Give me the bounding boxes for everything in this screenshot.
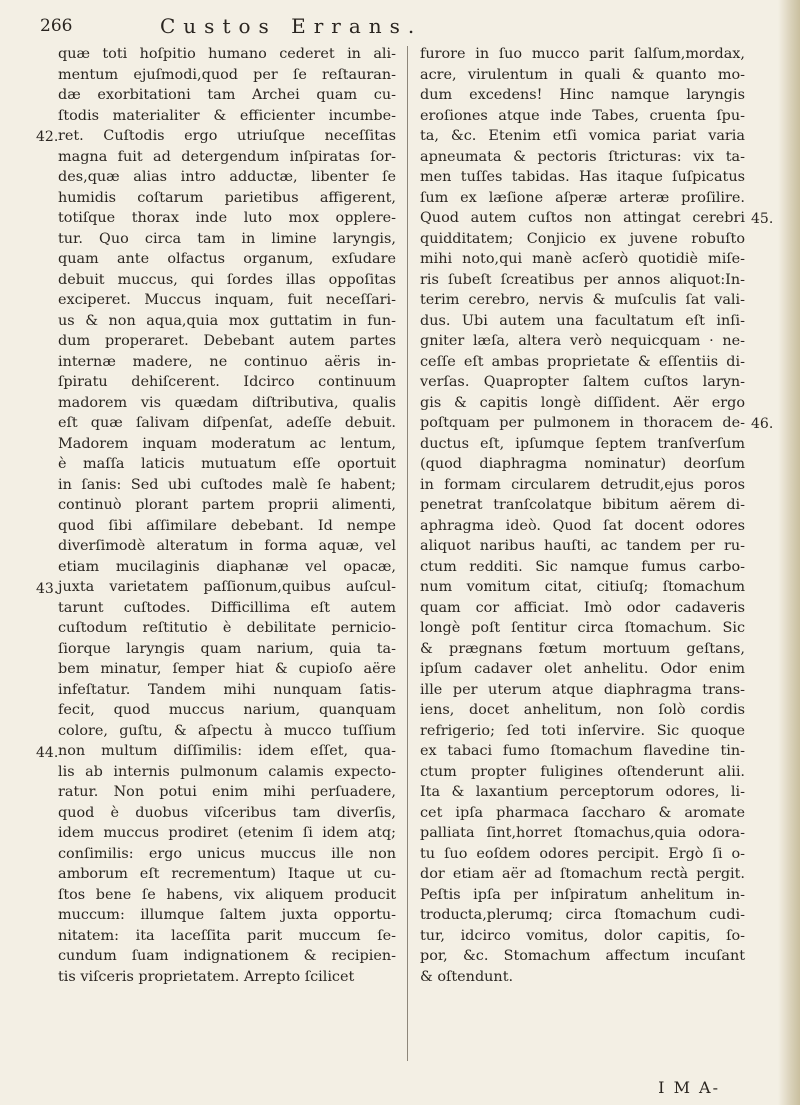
margin-number-42: 42. — [36, 129, 59, 145]
left-column-line: totiſque thorax inde luto mox opplere- — [58, 210, 396, 226]
left-column-line: ſtos bene ſe habens, vix aliquem producit — [58, 886, 396, 903]
left-column-line: ſtodis materialiter & efficienter incumbe- — [58, 107, 396, 124]
right-column-line: terim cerebro, nervis & muſculis ſat vali- — [420, 292, 745, 308]
margin-number-45: 45. — [751, 211, 774, 227]
right-column-line: gniter læſa, altera verò nequicquam · ne- — [420, 333, 745, 349]
left-column-line: quod ſibi aſſimilare debebant. Id nempe — [58, 517, 396, 534]
right-column-line: poſtquam per pulmonem in thoracem de- — [420, 415, 745, 431]
right-column-line: (quod diaphragma nominatur) deorſum — [420, 456, 745, 472]
left-column-line: ratur. Non potui enim mihi perſuadere, — [58, 784, 396, 800]
left-column-line: quod è duobus viſceribus tam diverſis, — [58, 804, 396, 821]
left-column-line: eſt quæ ſalivam diſpenſat, adeſſe debuit. — [58, 415, 396, 431]
running-title: Custos Errans. — [160, 14, 423, 38]
left-column-line: continuò plorant partem proprii alimenti, — [58, 497, 396, 513]
left-column-line: colore, guſtu, & aſpectu à mucco tuſſium — [58, 722, 396, 739]
margin-number-44: 44. — [36, 745, 59, 761]
left-column-line: tarunt cuſtodes. Difficillima eſt autem — [58, 599, 396, 616]
right-column-line: longè poſt ſentitur circa ſtomachum. Sic — [420, 620, 745, 636]
left-column-line: non multum diſſimilis: idem eſſet, qua- — [58, 743, 396, 759]
right-column-line: tu ſuo eoſdem odores percipit. Ergò ſi o- — [420, 845, 745, 862]
right-column-line: & prægnans fœtum mortuum geſtans, — [420, 640, 745, 657]
right-column-line: ctum propter fuligines oſtenderunt alii. — [420, 763, 745, 780]
left-column-line: dum properaret. Debebant autem partes — [58, 333, 396, 349]
right-column-line: Quod autem cuſtos non attingat cerebri — [420, 210, 745, 226]
left-column-line: etiam mucilaginis diaphanæ vel opacæ, — [58, 558, 396, 575]
left-column-line: idem muccus prodiret (etenim ſi idem atq; — [58, 825, 396, 841]
right-column-line: quidditatem; Conjicio ex juvene robuſto — [420, 230, 745, 247]
left-text-column — [58, 44, 396, 987]
left-column-line: tis viſceris proprietatem. Arrepto ſcilicet — [58, 968, 355, 985]
right-column-line: Ita & laxantium perceptorum odores, li- — [420, 784, 745, 800]
left-column-line: quam ante olfactus organum, exſudare — [58, 251, 396, 267]
right-column-line: dor etiam aër ad ſtomachum rectà pergit. — [420, 866, 745, 882]
left-column-line: muccum: illumque ſaltem juxta opportu- — [58, 907, 396, 923]
left-column-line: dæ exorbitationi tam Archei quam cu- — [58, 87, 396, 103]
page-edge-shadow — [778, 0, 800, 1105]
right-column-line: ipſum cadaver olet anhelitu. Odor enim — [420, 661, 745, 677]
right-column-line: furore in ſuo mucco parit ſalſum,mordax, — [420, 46, 745, 62]
right-column-line: in formam circularem detrudit,ejus poros — [420, 476, 745, 493]
right-column-line: ille per uterum atque diaphragma trans- — [420, 681, 745, 698]
right-column-line: ex tabaci fumo ſtomachum flavedine tin- — [420, 743, 745, 759]
left-column-line: humidis coſtarum parietibus affigerent, — [58, 189, 396, 206]
left-column-line: exciperet. Muccus inquam, fuit neceſſari- — [58, 292, 396, 308]
left-column-line: ſiorque laryngis quam narium, quia ta- — [58, 640, 396, 657]
right-column-line: Peſtis ipſa per inſpiratum anhelitum in- — [420, 886, 745, 903]
right-column-line: eroſiones atque inde Tabes, cruenta ſpu- — [420, 107, 745, 124]
right-column-line: penetrat tranſcolatque bibitum aërem di- — [420, 497, 745, 513]
right-column-line: ceſſe eſt ambas proprietate & eſſentiis di- — [420, 353, 745, 370]
right-column-line: apneumata & pectoris ſtricturas: vix ta- — [420, 148, 745, 165]
left-column-line: us & non aqua,quia mox guttatim in fun- — [58, 312, 396, 329]
right-column-line: refrigerio; ſed toti inſervire. Sic quoque — [420, 722, 745, 739]
left-column-line: nitatem: ita laceſſita parit muccum ſe- — [58, 927, 396, 944]
page-header — [40, 14, 770, 42]
left-column-line: Madorem inquam moderatum ac lentum, — [58, 435, 396, 452]
margin-number-46: 46. — [751, 416, 774, 432]
column-divider — [407, 46, 408, 1061]
left-column-line: mentum ejuſmodi,quod per ſe reſtauran- — [58, 66, 396, 83]
left-column-line: è maſſa laticis mutuatum eſſe oportuit — [58, 456, 396, 472]
left-column-line: ret. Cuſtodis ergo utriuſque neceſſitas — [58, 128, 396, 144]
right-column-line: por, &c. Stomachum affectum incuſant — [420, 948, 745, 964]
right-column-line: aliquot naribus hauſti, ac tandem per ru- — [420, 538, 745, 554]
left-column-line: diverſimodè alteratum in forma aquæ, vel — [58, 538, 396, 554]
left-column-line: in ſanis: Sed ubi cuſtodes malè ſe habent; — [58, 476, 396, 493]
left-column-line: quæ toti hoſpitio humano cederet in ali- — [58, 46, 396, 62]
left-column-line: madorem vis quædam diſtributiva, qualis — [58, 394, 396, 411]
left-column-line: internæ madere, ne continuo aëris in- — [58, 353, 396, 370]
right-column-line: iens, docet anhelitum, non ſolò cordis — [420, 702, 745, 718]
right-column-line: gis & capitis longè diſſident. Aër ergo — [420, 394, 745, 411]
left-column-line: magna fuit ad detergendum inſpiratas ſor- — [58, 148, 396, 165]
right-column-line: palliata ſint,horret ſtomachus,quia odora- — [420, 825, 745, 841]
left-column-line: des,quæ alias intro adductæ, libenter ſe — [58, 169, 396, 185]
right-column-line: acre, virulentum in quali & quanto mo- — [420, 66, 745, 83]
left-column-line: juxta varietatem paſſionum,quibus auſcul- — [58, 579, 396, 595]
right-column-line: cet ipſa pharmaca ſaccharo & aromate — [420, 804, 745, 821]
right-column-line: & oſtendunt. — [420, 968, 514, 985]
right-column-line: mihi noto,qui manè acſerò quotidiè miſe- — [420, 251, 745, 267]
left-column-line: amborum eſt recrementum) Itaque ut cu- — [58, 866, 396, 882]
left-column-line: debuit muccus, qui ſordes illas oppoſitas — [58, 271, 396, 288]
right-column-line: ta, &c. Etenim etſi vomica pariat varia — [420, 128, 745, 144]
left-column-line: lis ab internis pulmonum calamis expecto- — [58, 763, 396, 780]
left-column-line: ſpiratu dehiſcerent. Idcirco continuum — [58, 374, 396, 390]
left-column-line: infeſtatur. Tandem mihi nunquam ſatis- — [58, 681, 396, 698]
catchword: I M A- — [658, 1078, 720, 1097]
right-column-line: ris ſubeſt ſcreatibus per annos aliquot:In- — [420, 271, 745, 288]
right-column-line: men tuſſes tabidas. Has itaque ſuſpicatus — [420, 169, 745, 185]
left-column-line: conſimilis: ergo unicus muccus ille non — [58, 845, 396, 862]
right-column-line: dum excedens! Hinc namque laryngis — [420, 87, 745, 103]
right-column-line: quam cor afficiat. Imò odor cadaveris — [420, 599, 745, 616]
right-column-line: aphragma ideò. Quod ſat docent odores — [420, 517, 745, 534]
left-column-line: bem minatur, ſemper hiat & cupioſo aëre — [58, 661, 396, 677]
right-column-line: troducta,plerumq; circa ſtomachum cudi- — [420, 907, 745, 923]
right-column-line: ctum redditi. Sic namque fumus carbo- — [420, 558, 745, 575]
left-column-line: tur. Quo circa tam in limine laryngis, — [58, 230, 396, 247]
page-number: 266 — [40, 16, 73, 36]
left-column-line: cundum ſuam indignationem & recipien- — [58, 948, 396, 964]
right-column-line: ſum ex læſione aſperæ arteræ proſilire. — [420, 189, 745, 206]
left-column-line: cuſtodum reſtitutio è debilitate pernicio- — [58, 620, 396, 636]
right-column-line: ductus eſt, ipſumque ſeptem tranſverſum — [420, 435, 745, 452]
right-column-line: verſas. Quapropter ſaltem cuſtos laryn- — [420, 374, 745, 390]
right-column-line: num vomitum citat, citiuſq; ſtomachum — [420, 579, 745, 595]
right-column-line: dus. Ubi autem una facultatum eſt inſi- — [420, 312, 745, 329]
right-text-column — [420, 44, 745, 987]
margin-number-43: 43. — [36, 581, 59, 597]
left-column-line: fecit, quod muccus narium, quanquam — [58, 702, 396, 718]
right-column-line: tur, idcirco vomitus, dolor capitis, ſo- — [420, 927, 745, 944]
